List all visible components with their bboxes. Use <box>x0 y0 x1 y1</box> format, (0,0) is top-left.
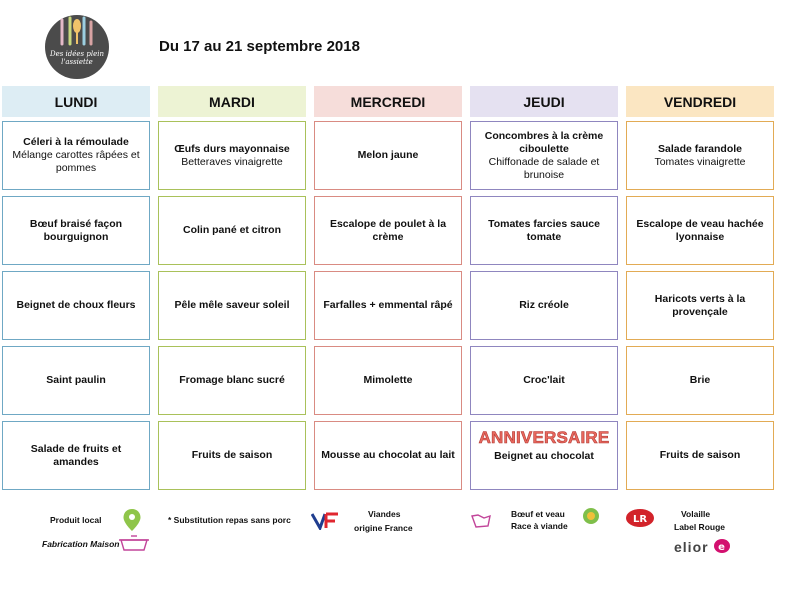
label-rouge-icon <box>625 508 655 528</box>
dish-name: Œufs durs mayonnaise <box>174 142 290 155</box>
dish-sub: Mélange carottes râpées et pommes <box>12 149 140 174</box>
meal-cell <box>158 421 306 490</box>
legend-boeuf-line2: Race à viande <box>511 521 568 531</box>
meal-cell <box>314 121 462 190</box>
dish-name: Mousse au chocolat au lait <box>321 449 455 461</box>
meal-cell <box>2 271 150 340</box>
legend-substitution: * Substitution repas sans porc <box>168 515 291 525</box>
meal-cell <box>2 121 150 190</box>
meal-cell <box>470 196 618 265</box>
dish-name: Escalope de veau hachée lyonnaise <box>636 217 764 243</box>
dish-name: Bœuf braisé façon bourguignon <box>29 217 123 243</box>
meal-cell <box>626 346 774 415</box>
legend-viandes-line1: Viandes <box>368 509 401 519</box>
legend-volaille-line2: Label Rouge <box>674 522 726 532</box>
dish-name: Concombres à la crème ciboulette <box>484 129 604 155</box>
meal-cell <box>470 421 618 490</box>
legend-viandes-line2: origine France <box>354 523 413 533</box>
dish-name: Farfalles + emmental râpé <box>323 299 453 311</box>
meal-cell <box>158 121 306 190</box>
cooking-pot-icon <box>118 533 150 553</box>
location-pin-icon <box>122 508 142 532</box>
day-header-lundi: LUNDI <box>2 86 150 117</box>
day-header-vendredi: VENDREDI <box>626 86 774 117</box>
dish-name: Brie <box>689 374 711 386</box>
meal-cell <box>158 346 306 415</box>
legend-fabrication-maison: Fabrication Maison <box>42 539 120 549</box>
logo-plate-icon <box>44 14 110 80</box>
meal-cell <box>470 346 618 415</box>
meal-cell <box>314 196 462 265</box>
meal-cell <box>158 271 306 340</box>
dish-name: Fromage blanc sucré <box>179 374 285 386</box>
meal-cell <box>626 421 774 490</box>
dish-name: Fruits de saison <box>191 449 273 461</box>
elior-brand <box>674 538 731 555</box>
day-column-mardi <box>158 86 306 496</box>
anniversaire-badge: ANNIVERSAIRE <box>478 427 610 447</box>
meal-cell <box>314 346 462 415</box>
dish-name: Beignet de choux fleurs <box>16 299 136 311</box>
dish-name: Colin pané et citron <box>182 224 281 236</box>
brand-logo <box>44 14 110 80</box>
menu-grid <box>2 86 776 496</box>
dish-name: Riz créole <box>519 299 569 311</box>
day-column-mercredi <box>314 86 462 496</box>
dish-name: Saint paulin <box>46 374 106 386</box>
viandes-france-icon <box>311 512 339 530</box>
dish-name: Mimolette <box>363 374 413 386</box>
meal-cell <box>626 271 774 340</box>
meal-cell <box>314 271 462 340</box>
dish-sub: Chiffonade de salade et brunoise <box>488 155 600 181</box>
legend-volaille-line1: Volaille <box>681 509 711 519</box>
elior-logo-icon <box>713 538 731 554</box>
logo-text: Des idées plein l'assiette <box>49 50 104 66</box>
race-viande-logo-icon <box>582 507 600 525</box>
meal-cell <box>2 196 150 265</box>
page-title: Du 17 au 21 septembre 2018 <box>159 38 360 55</box>
dish-name: Pêle mêle saveur soleil <box>174 299 290 311</box>
day-column-vendredi <box>626 86 774 496</box>
day-header-mercredi: MERCREDI <box>314 86 462 117</box>
day-header-mardi: MARDI <box>158 86 306 117</box>
meal-cell <box>158 196 306 265</box>
label-rouge-logo-text: LR <box>632 514 648 525</box>
dish-sub: Tomates vinaigrette <box>654 155 746 168</box>
dish-name: Céleri à la rémoulade <box>23 136 129 148</box>
legend-produit-local: Produit local <box>50 515 102 525</box>
day-header-jeudi: JEUDI <box>470 86 618 117</box>
dish-sub: Betteraves vinaigrette <box>181 155 283 168</box>
dish-name: Salade de fruits et amandes <box>30 442 122 468</box>
dish-name: Salade farandole <box>657 142 743 155</box>
dish-name: Croc'lait <box>523 374 565 386</box>
dish-name: Beignet au chocolat <box>494 449 594 462</box>
dish-name: Tomates farcies sauce tomate <box>488 217 600 243</box>
meal-cell <box>626 196 774 265</box>
dish-name: Fruits de saison <box>659 449 741 461</box>
meal-cell <box>2 421 150 490</box>
meal-cell <box>626 121 774 190</box>
day-column-lundi <box>2 86 150 496</box>
legend-boeuf-line1: Bœuf et veau <box>511 509 565 519</box>
meal-cell <box>2 346 150 415</box>
dish-name: Melon jaune <box>357 149 419 161</box>
meal-cell <box>470 271 618 340</box>
dish-name: Haricots verts à la provençale <box>654 292 746 318</box>
svg-text:e: e <box>718 542 727 553</box>
meal-cell <box>470 121 618 190</box>
day-column-jeudi <box>470 86 618 496</box>
beef-icon <box>470 512 492 530</box>
meal-cell <box>314 421 462 490</box>
dish-name: Escalope de poulet à la crème <box>329 217 447 243</box>
elior-wordmark: elior <box>674 539 709 555</box>
